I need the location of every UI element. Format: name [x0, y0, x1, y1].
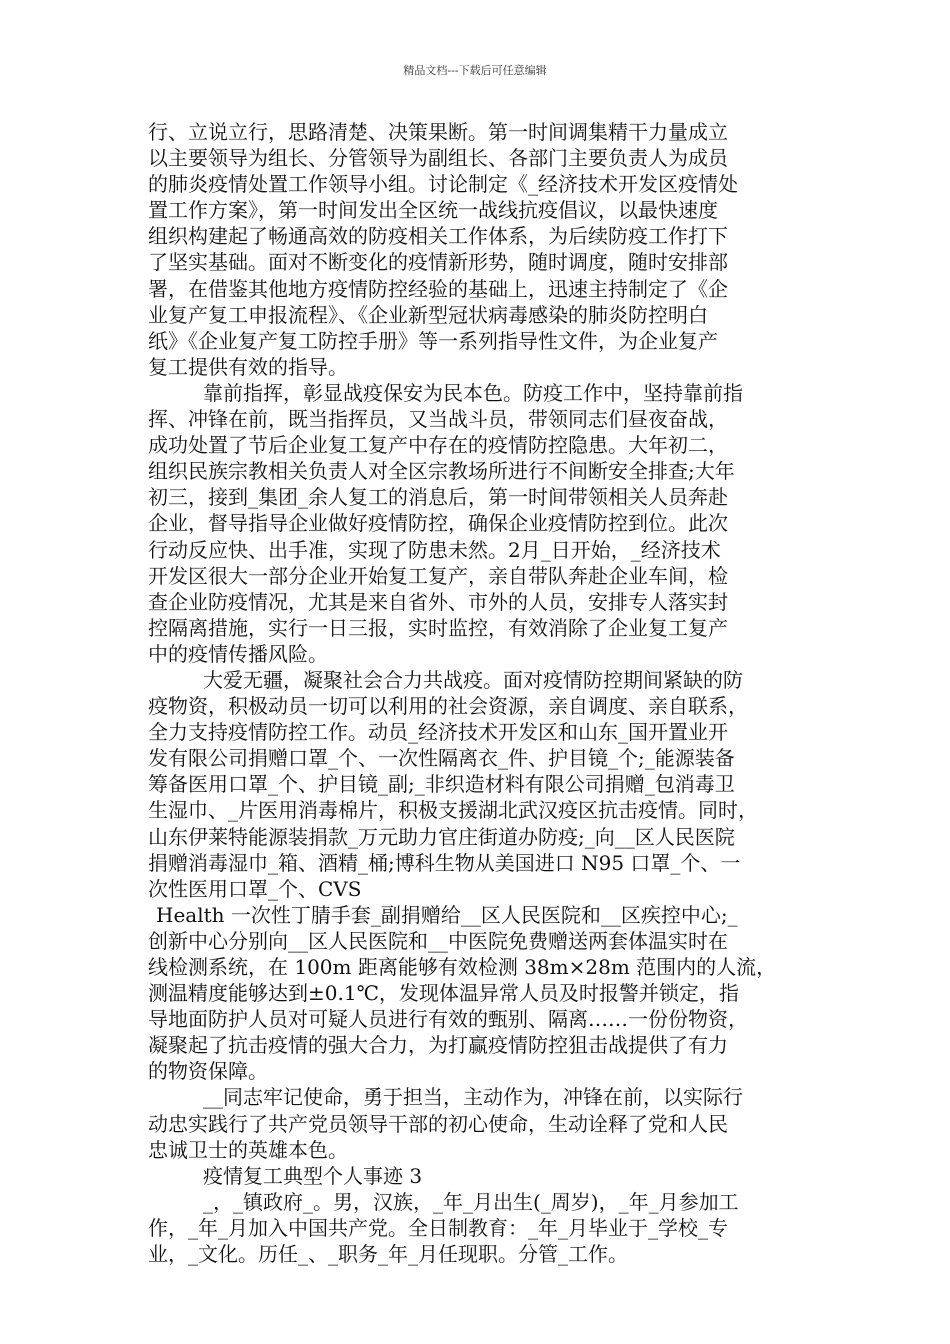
text-line: 测温精度能够达到±0.1℃，发现体温异常人员及时报警并锁定，指 [148, 981, 739, 1006]
text-line: 业复产复工申报流程》、《企业新型冠状病毒感染的肺炎防控明白 [148, 302, 708, 327]
text-line: 了坚实基础。面对不断变化的疫情新形势，随时调度，随时安排部 [148, 250, 728, 275]
text-line: 忠诚卫士的英雄本色。 [148, 1137, 348, 1162]
text-line: 置工作方案》，第一时间发出全区统一战线抗疫倡议，以最快速度 [148, 198, 718, 223]
text-line: 组织构建起了畅通高效的防疫相关工作体系，为后续防疫工作打下 [148, 224, 728, 249]
text-line: 凝聚起了抗击疫情的强大合力，为打赢疫情防控狙击战提供了有力 [148, 1033, 728, 1058]
text-line: __同志牢记使命，勇于担当，主动作为，冲锋在前，以实际行 [203, 1085, 743, 1110]
text-line: 挥、冲锋在前，既当指挥员，又当战斗员，带领同志们昼夜奋战， [148, 407, 728, 432]
text-line: 企业，督导指导企业做好疫情防控，确保企业疫情防控到位。此次 [148, 511, 728, 536]
text-line: 作，_年_月加入中国共产党。全日制教育：_年_月毕业于_学校_专 [148, 1215, 728, 1240]
text-line: 筹备医用口罩_个、护目镜_副;_非织造材料有限公司捐赠_包消毒卫 [148, 772, 735, 797]
text-line: 署，在借鉴其他地方疫情防控经验的基础上，迅速主持制定了《企 [148, 276, 728, 301]
text-line: 纸》《企业复产复工防控手册》等一系列指导性文件，为企业复产 [148, 328, 718, 353]
text-line: 导地面防护人员对可疑人员进行有效的甄别、隔离……一份份物资， [148, 1007, 748, 1032]
text-line: 中的疫情传播风险。 [148, 641, 328, 666]
text-line: 的肺炎疫情处置工作领导小组。讨论制定《_经济技术开发区疫情处 [148, 172, 738, 197]
text-line: 行、立说立行，思路清楚、决策果断。第一时间调集精干力量成立 [148, 120, 728, 144]
text-line: 行动反应快、出手准，实现了防患未然。2月_日开始，_经济技术 [148, 537, 721, 562]
text-line: 查企业防疫情况，尤其是来自省外、市外的人员，安排专人落实封 [148, 589, 728, 614]
document-body [148, 119, 808, 1267]
text-line: 线检测系统，在 100m 距离能够有效检测 38m×28m 范围内的人流， [148, 955, 777, 979]
text-line: Health 一次性丁腈手套_副捐赠给__区人民医院和__区疾控中心;_ [156, 902, 738, 927]
text-line: 次性医用口罩_个、CVS [148, 876, 362, 901]
text-line: 疫物资，积极动员一切可以利用的社会资源，亲自调度、亲自联系， [148, 694, 748, 719]
text-line: 生湿巾、_片医用消毒棉片，积极支援湖北武汉疫区抗击疫情。同时， [148, 798, 758, 823]
text-line: 复工提供有效的指导。 [148, 354, 348, 379]
text-line: 的物资保障。 [148, 1059, 268, 1084]
text-line: 业，_文化。历任_、_职务_年_月任现职。分管_工作。 [148, 1242, 628, 1267]
text-line: 捐赠消毒湿巾_箱、酒精_桶;博科生物从美国进口 N95 口罩_个、一 [148, 850, 741, 875]
text-line: 开发区很大一部分企业开始复工复产，亲自带队奔赴企业车间，检 [148, 563, 728, 588]
text-line: 靠前指挥，彰显战疫保安为民本色。防疫工作中，坚持靠前指 [203, 380, 743, 405]
text-line: 发有限公司捐赠口罩_个、一次性隔离衣_件、护目镜_个;_能源装备 [148, 746, 735, 771]
text-line: 山东伊莱特能源装捐款_万元助力官庄街道办防疫;_向__区人民医院 [148, 824, 735, 849]
text-line: 初三，接到_集团_余人复工的消息后，第一时间带领相关人员奔赴 [148, 485, 728, 510]
text-line: _，_镇政府_。男，汉族，_年_月出生(_周岁)，_年_月参加工 [203, 1189, 739, 1214]
text-line: 控隔离措施，实行一日三报，实时监控，有效消除了企业复工复产 [148, 615, 728, 640]
text-line: 全力支持疫情防控工作。动员_经济技术开发区和山东_国开置业开 [148, 720, 728, 745]
text-line: 成功处置了节后企业复工复产中存在的疫情防控隐患。大年初二， [148, 433, 728, 458]
text-line: 组织民族宗教相关负责人对全区宗教场所进行不间断安全排查;大年 [148, 459, 735, 484]
text-line: 疫情复工典型个人事迹 3 [203, 1163, 423, 1188]
text-line: 创新中心分别向__区人民医院和__中医院免费赠送两套体温实时在 [148, 928, 728, 953]
text-line: 动忠实践行了共产党员领导干部的初心使命，生动诠释了党和人民 [148, 1111, 728, 1136]
page-header: 精品文档---下载后可任意编辑 [403, 64, 547, 77]
text-line: 大爱无疆，凝聚社会合力共战疫。面对疫情防控期间紧缺的防 [203, 667, 743, 692]
text-line: 以主要领导为组长、分管领导为副组长、各部门主要负责人为成员 [148, 146, 728, 171]
